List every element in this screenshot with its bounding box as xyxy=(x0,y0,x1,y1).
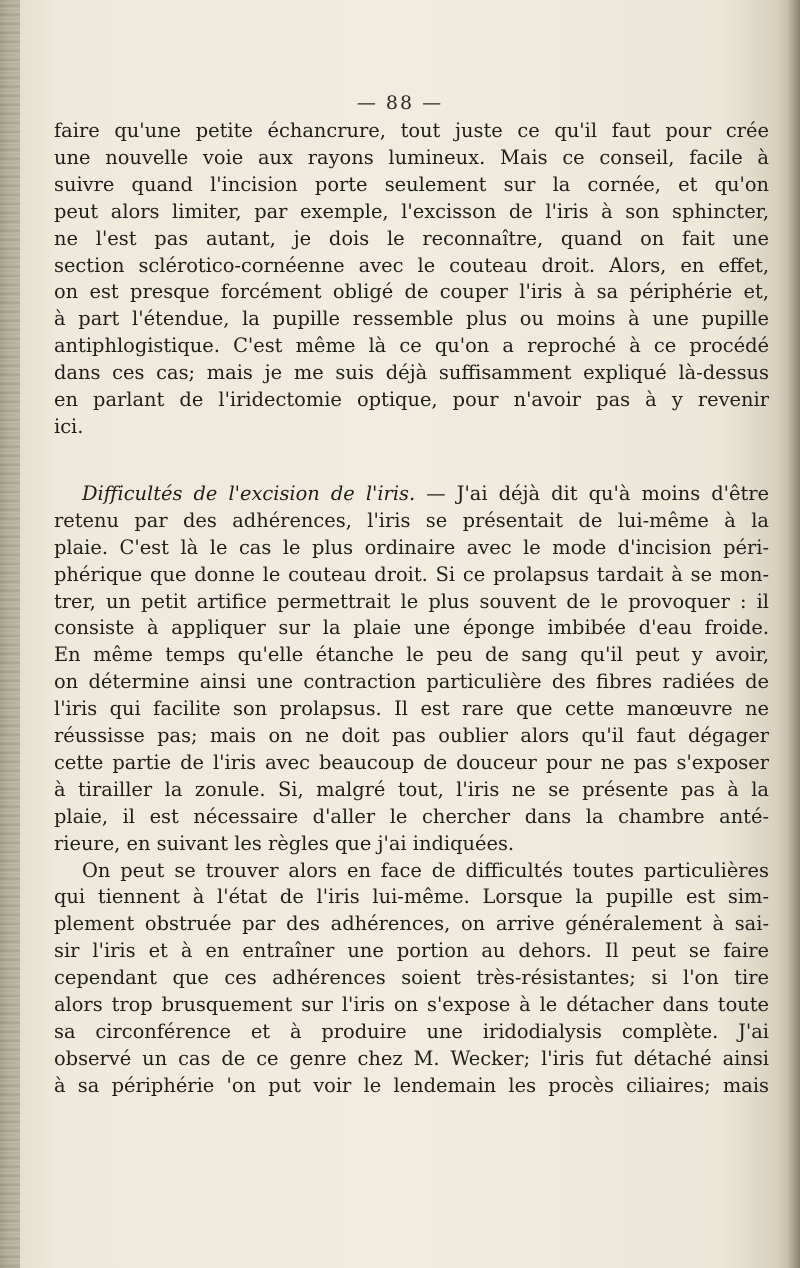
text-line: antiphlogistique. C'est même là ce qu'on a reproché à ce procédé xyxy=(54,334,769,358)
section-first-line xyxy=(54,481,769,508)
book-binding-edge xyxy=(0,0,20,1268)
section-gap xyxy=(54,441,769,481)
text-line: En même temps qu'elle étanche le peu de sang qu'il peut y avoir, xyxy=(54,643,769,667)
text-line: section sclérotico-cornéenne avec le couteau droit. Alors, en effet, xyxy=(54,253,769,277)
text-line: retenu par des adhérences, l'iris se présentait de lui-même à la xyxy=(54,508,769,532)
paragraph-2 xyxy=(54,481,769,858)
text-line: consiste à appliquer sur la plaie une éponge imbibée d'eau froide. xyxy=(54,616,769,640)
page-right-edge xyxy=(786,0,800,1268)
text-line: alors trop brusquement sur l'iris on s'expose à le détacher dans toute xyxy=(54,993,769,1017)
text-line: suivre quand l'incision porte seulement sur la cornée, et qu'on xyxy=(54,172,769,196)
text-line: à tirailler la zonule. Si, malgré tout, l'iris ne se présente pas à la xyxy=(54,777,769,801)
text-line: ne l'est pas autant, je dois le reconnaître, quand on fait une xyxy=(54,226,769,250)
page-body xyxy=(54,118,769,1100)
text-line: peut alors limiter, par exemple, l'excisson de l'iris à son sphincter, xyxy=(54,199,769,223)
text-line: phérique que donne le couteau droit. Si ce prolapsus tardait à se mon- xyxy=(54,562,769,586)
text-line: observé un cas de ce genre chez M. Wecker; l'iris fut détaché ainsi xyxy=(54,1046,769,1070)
text-line: en parlant de l'iridectomie optique, pour n'avoir pas à y revenir xyxy=(54,388,769,412)
text-line: cependant que ces adhérences soient très-résistantes; si l'on tire xyxy=(54,966,769,990)
text-line: réussisse pas; mais on ne doit pas oublier alors qu'il faut dégager xyxy=(54,724,769,748)
paragraph-1 xyxy=(54,118,769,441)
text-line: faire qu'une petite échancrure, tout juste ce qu'il faut pour crée xyxy=(54,119,769,142)
text-line: à part l'étendue, la pupille ressemble plus ou moins à une pupille xyxy=(54,307,769,331)
text-line: on détermine ainsi une contraction particulière des fibres radiées de xyxy=(54,670,769,694)
text-line: trer, un petit artifice permettrait le plus souvent de le provoquer : il xyxy=(54,589,769,613)
text-line: ici. xyxy=(54,414,84,438)
text-line: plement obstruée par des adhérences, on arrive généralement à sai- xyxy=(54,912,769,936)
text-line: dans ces cas; mais je me suis déjà suffisamment expliqué là-dessus xyxy=(54,361,769,385)
text-line: plaie. C'est là le cas le plus ordinaire avec le mode d'incision péri- xyxy=(54,535,769,559)
text-line: on est presque forcément obligé de couper l'iris à sa périphérie et, xyxy=(54,280,769,304)
text-line: à sa périphérie 'on put voir le lendemain les procès ciliaires; mais xyxy=(54,1073,769,1097)
text-line: une nouvelle voie aux rayons lumineux. Mais ce conseil, facile à xyxy=(54,145,769,169)
text-line-fragment: — J'ai déjà dit qu'à moins d'être xyxy=(415,481,769,505)
text-line: sir l'iris et à en entraîner une portion au dehors. Il peut se faire xyxy=(54,939,769,963)
text-line: qui tiennent à l'état de l'iris lui-même. Lorsque la pupille est sim- xyxy=(54,885,769,909)
text-line: plaie, il est nécessaire d'aller le chercher dans la chambre anté- xyxy=(54,804,769,828)
text-line: On peut se trouver alors en face de difficultés toutes particulières xyxy=(82,858,769,882)
text-line: l'iris qui facilite son prolapsus. Il est rare que cette manœuvre ne xyxy=(54,697,769,721)
text-line: rieure, en suivant les règles que j'ai indiquées. xyxy=(54,831,515,855)
page-number: — 88 — xyxy=(356,92,444,114)
text-line: sa circonférence et à produire une iridodialysis complète. J'ai xyxy=(54,1020,769,1043)
section-heading: Difficultés de l'excision de l'iris. xyxy=(82,481,416,505)
paragraph-3 xyxy=(54,858,769,1100)
text-line: cette partie de l'iris avec beaucoup de douceur pour ne pas s'exposer xyxy=(54,750,769,774)
